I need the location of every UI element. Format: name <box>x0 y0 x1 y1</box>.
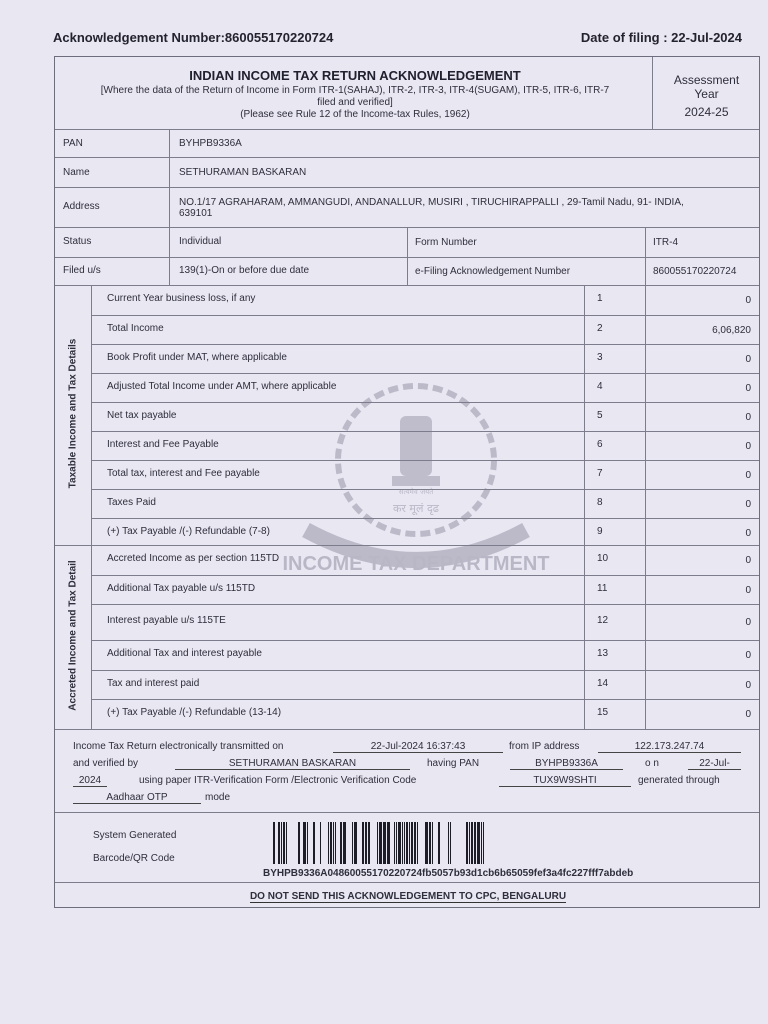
efiling-ack-label: e-Filing Acknowledgement Number <box>415 266 571 277</box>
taxable-row-number: 6 <box>597 439 603 450</box>
name-value: SETHURAMAN BASKARAN <box>179 167 307 178</box>
accreted-row-number: 15 <box>597 707 609 718</box>
accreted-section-label: Accreted Income and Tax Detail <box>67 560 79 711</box>
taxable-row-value: 0 <box>745 412 751 423</box>
taxable-row-value: 0 <box>745 470 751 481</box>
taxable-row-label: Taxes Paid <box>107 497 156 508</box>
accreted-row-label: (+) Tax Payable /(-) Refundable (13-14) <box>107 707 282 718</box>
verification-text-1: Income Tax Return electronically transmitted on <box>73 741 284 752</box>
accreted-row-number: 13 <box>597 648 609 659</box>
verification-text-3: and verified by <box>73 758 139 769</box>
acknowledgement-number: Acknowledgement Number:860055170220724 <box>53 30 334 45</box>
transmission-datetime: 22-Jul-2024 16:37:43 <box>333 741 503 753</box>
filed-under-value: 139(1)-On or before due date <box>179 265 310 276</box>
accreted-row-label: Interest payable u/s 115TE <box>107 615 226 626</box>
taxable-row-value: 0 <box>745 499 751 510</box>
accreted-row-value: 0 <box>745 680 751 691</box>
taxable-row-label: Total Income <box>107 323 164 334</box>
taxable-row-label: Adjusted Total Income under AMT, where applicable <box>107 381 337 392</box>
taxable-row-value: 0 <box>745 441 751 452</box>
accreted-row-value: 0 <box>745 585 751 596</box>
verification-text-6: using paper ITR-Verification Form /Electronic Verification Code <box>139 775 417 786</box>
accreted-row-number: 14 <box>597 678 609 689</box>
taxable-row-label: Total tax, interest and Fee payable <box>107 468 260 479</box>
form-title: INDIAN INCOME TAX RETURN ACKNOWLEDGEMENT <box>189 68 521 83</box>
taxable-row-value: 0 <box>745 383 751 394</box>
verification-text-2: from IP address <box>509 741 580 752</box>
verification-text-8: mode <box>205 792 231 803</box>
accreted-row-value: 0 <box>745 617 751 628</box>
watermark-text: INCOME TAX DEPARTMENT <box>282 553 550 575</box>
status-label: Status <box>63 236 92 247</box>
status-value: Individual <box>179 236 222 247</box>
verification-text-5: o n <box>645 758 659 769</box>
taxable-row-label: (+) Tax Payable /(-) Refundable (7-8) <box>107 526 270 537</box>
taxable-row-number: 3 <box>597 352 603 363</box>
verification-date-part-2: 2024 <box>73 775 107 787</box>
ip-address: 122.173.247.74 <box>598 741 741 753</box>
taxable-section-label: Taxable Income and Tax Details <box>67 338 79 489</box>
taxable-row-label: Book Profit under MAT, where applicable <box>107 352 287 363</box>
assessment-year-value: 2024-25 <box>684 105 729 119</box>
taxable-row-label: Net tax payable <box>107 410 177 421</box>
accreted-row-value: 0 <box>745 650 751 661</box>
taxable-row-number: 9 <box>597 526 603 537</box>
barcode-label-2: Barcode/QR Code <box>93 853 175 864</box>
accreted-row-label: Additional Tax payable u/s 115TD <box>107 583 256 594</box>
watermark-tagline: कर मूलं दृढ <box>392 502 440 515</box>
accreted-row-number: 11 <box>597 583 608 594</box>
acknowledgement-form <box>54 56 760 908</box>
date-of-filing: Date of filing : 22-Jul-2024 <box>580 30 742 45</box>
watermark-motto: सत्यमेव जयते <box>398 488 434 496</box>
verification-date-part-1: 22-Jul- <box>688 758 741 770</box>
assessment-year-label-2: Year <box>694 87 719 101</box>
address-label: Address <box>63 201 100 212</box>
taxable-row-number: 2 <box>597 323 603 334</box>
verification-pan: BYHPB9336A <box>510 758 623 770</box>
taxable-row-number: 1 <box>597 293 603 304</box>
form-rule-note: (Please see Rule 12 of the Income-tax Rules, 1962) <box>240 109 470 120</box>
accreted-row-number: 10 <box>597 553 609 564</box>
filed-under-label: Filed u/s <box>63 265 101 276</box>
form-subtitle-2: filed and verified] <box>317 97 393 108</box>
verification-text-7: generated through <box>638 775 720 786</box>
accreted-row-label: Accreted Income as per section 115TD <box>107 553 280 564</box>
verification-text-4: having PAN <box>427 758 480 769</box>
taxable-row-value: 0 <box>745 528 751 539</box>
taxable-row-number: 8 <box>597 497 603 508</box>
pan-value: BYHPB9336A <box>179 138 242 149</box>
form-number-label: Form Number <box>415 237 477 248</box>
address-line-1: NO.1/17 AGRAHARAM, AMMANGUDI, ANDANALLUR, MUSIRI , TIRUCHIRAPPALLI , 29-Tamil Nadu, 91- INDIA, <box>179 197 684 208</box>
form-number-value: ITR-4 <box>653 237 678 248</box>
barcode-image <box>273 822 493 864</box>
taxable-row-value: 0 <box>745 295 751 306</box>
accreted-row-value: 0 <box>745 709 751 720</box>
taxable-row-label: Current Year business loss, if any <box>107 293 256 304</box>
footer-note: DO NOT SEND THIS ACKNOWLEDGEMENT TO CPC, BENGALURU <box>249 891 567 902</box>
address-line-2: 639101 <box>179 208 213 219</box>
accreted-row-label: Additional Tax and interest payable <box>107 648 262 659</box>
pan-label: PAN <box>63 138 83 149</box>
evc-code: TUX9W9SHTI <box>499 775 631 787</box>
verification-mode: Aadhaar OTP <box>73 792 201 804</box>
taxable-row-label: Interest and Fee Payable <box>107 439 219 450</box>
efiling-ack-value: 860055170220724 <box>653 266 737 277</box>
accreted-row-value: 0 <box>745 555 751 566</box>
taxable-row-number: 4 <box>597 381 603 392</box>
form-subtitle: [Where the data of the Return of Income in Form ITR-1(SAHAJ), ITR-2, ITR-3, ITR-4(SUGAM), ITR-5, ITR-6, ITR-7 <box>100 85 610 96</box>
taxable-row-value: 6,06,820 <box>712 325 751 336</box>
verified-by: SETHURAMAN BASKARAN <box>175 758 410 770</box>
assessment-year-label: Assessment <box>673 73 740 87</box>
barcode-label-1: System Generated <box>93 830 177 841</box>
accreted-row-number: 12 <box>597 615 609 626</box>
taxable-row-number: 7 <box>597 468 603 479</box>
taxable-row-value: 0 <box>745 354 751 365</box>
accreted-row-label: Tax and interest paid <box>107 678 200 689</box>
barcode-string: BYHPB9336A04860055170220724fb5057b93d1cb6b65059fef3a4fc227fff7abdeb <box>263 868 634 879</box>
name-label: Name <box>63 167 90 178</box>
taxable-row-number: 5 <box>597 410 603 421</box>
